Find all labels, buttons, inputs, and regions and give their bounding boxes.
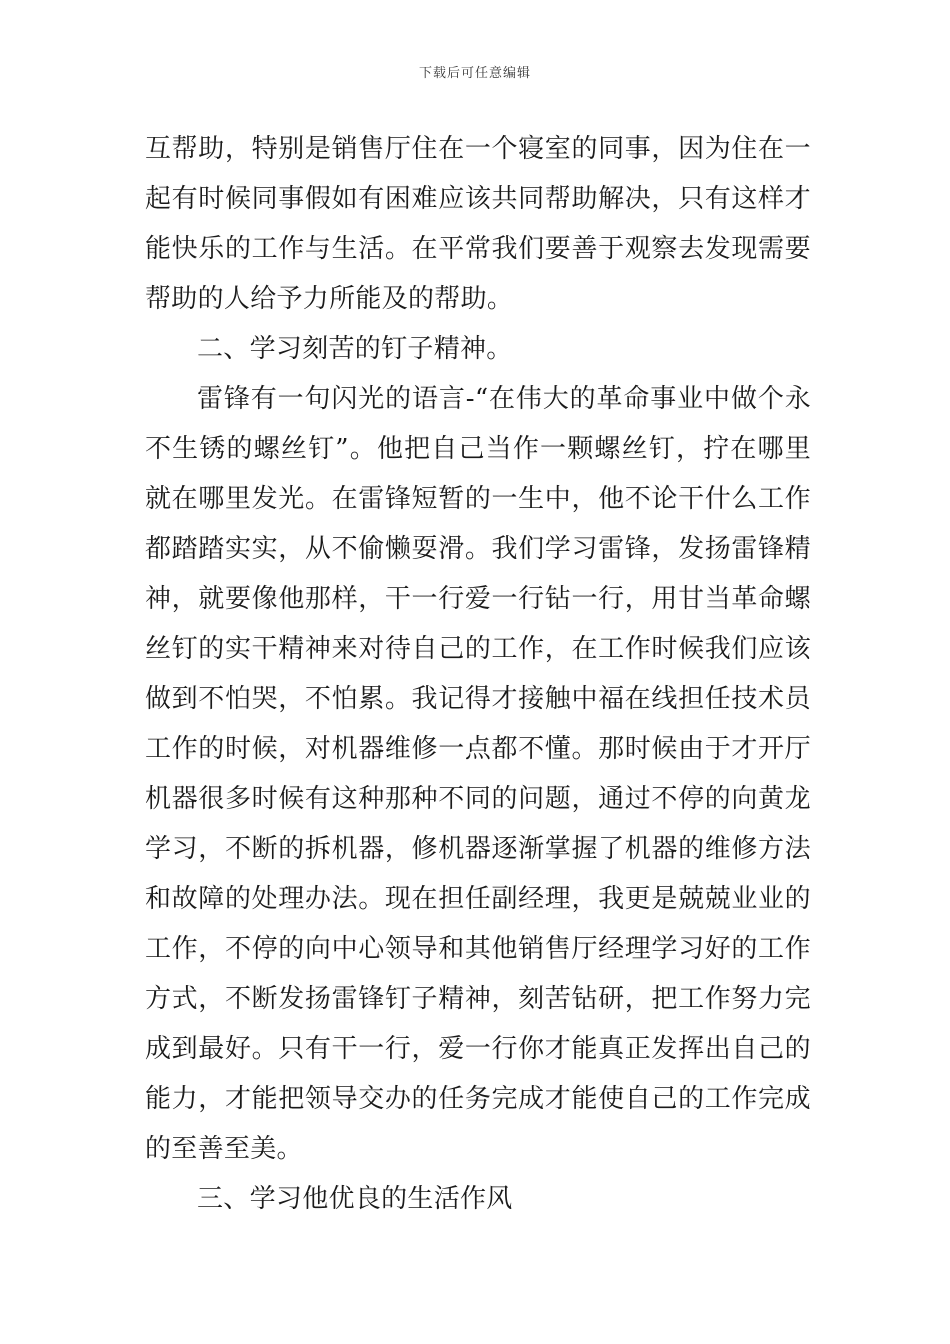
section-heading-life-style: 三、学习他优良的生活作风 [197,1184,513,1214]
document-body [145,124,811,1224]
paragraph-mutual-help: 互帮助，特别是销售厅住在一个寝室的同事，因为住在一起有时候同事假如有困难应该共同帮助解决，只有这样才能快乐的工作与生活。在平常我们要善于观察去发现需要帮助的人给予力所能及的帮助。 [145,134,811,314]
paragraph-lei-feng-screw: 雷锋有一句闪光的语言-“在伟大的革命事业中做个永不生锈的螺丝钉”。他把自己当作一颗螺丝钉，拧在哪里就在哪里发光。在雷锋短暂的一生中，他不论干什么工作都踏踏实实，从不偷懒耍滑。我们学习雷锋，发扬雷锋精神，就要像他那样，干一行爱一行钻一行，用甘当革命螺丝钉的实干精神来对待自己的工作，在工作时候我们应该做到不怕哭，不怕累。我记得才接触中福在线担任技术员工作的时候，对机器维修一点都不懂。那时候由于才开厅机器很多时候有这种那种不同的问题，通过不停的向黄龙学习，不断的拆机器，修机器逐渐掌握了机器的维修方法和故障的处理办法。现在担任副经理，我更是兢兢业业的工作，不停的向中心领导和其他销售厅经理学习好的工作方式，不断发扬雷锋钉子精神，刻苦钻研，把工作努力完成到最好。只有干一行，爱一行你才能真正发挥出自己的能力，才能把领导交办的任务完成才能使自己的工作完成的至善至美。 [145,384,811,1164]
section-heading-nail-spirit: 二、学习刻苦的钉子精神。 [197,334,513,364]
page-header-note: 下载后可任意编辑 [418,66,531,81]
